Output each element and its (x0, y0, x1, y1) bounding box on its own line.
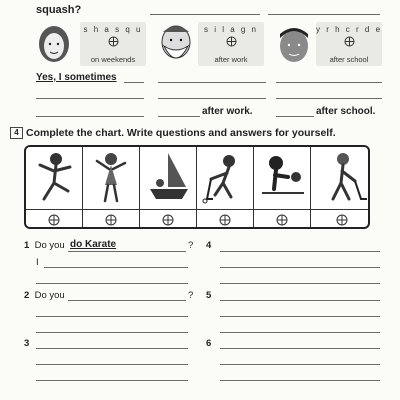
chart-symbol-cell (83, 209, 140, 229)
chart-picture-cell (311, 147, 370, 209)
word-card (80, 22, 146, 66)
answer-line (36, 332, 188, 333)
crossed-circle-icon (105, 214, 117, 226)
answer-line (220, 267, 380, 268)
task-number: 4 (10, 127, 23, 139)
question-end: squash? (36, 4, 82, 16)
chart-picture-cell (83, 147, 140, 209)
answer-line (220, 348, 380, 349)
answer-line (220, 332, 380, 333)
answer-ending: after work. (202, 106, 253, 117)
card-caption: after work (214, 55, 248, 64)
crossed-circle-icon (108, 36, 119, 47)
crossed-circle-icon (226, 36, 237, 47)
question-number: 5 (206, 290, 212, 301)
word-card (316, 22, 382, 66)
chart-picture-cell (26, 147, 83, 209)
question-mark: ? (188, 290, 194, 301)
answer-line (220, 251, 380, 252)
field-hockey-icon (311, 147, 370, 209)
activity-chart (24, 145, 370, 229)
chart-picture-cell (197, 147, 254, 209)
chart-symbol-cell (311, 209, 370, 229)
task-heading (10, 127, 336, 139)
card-caption: on weekends (90, 55, 136, 64)
question-2-label (24, 290, 65, 301)
karate-icon (26, 147, 83, 209)
crossed-circle-icon (219, 214, 231, 226)
question-number: 6 (206, 338, 212, 349)
question-number: 1 (24, 240, 30, 251)
answer-line (220, 380, 380, 381)
chart-symbol-cell (254, 209, 311, 229)
answer-line (44, 267, 188, 268)
question-1-label (24, 240, 65, 251)
scrambled-letters: s i l a g n (203, 25, 258, 34)
dancing-icon (83, 147, 140, 209)
answer-line (36, 380, 188, 381)
old-man-face-icon (158, 22, 194, 66)
answer-line (124, 82, 144, 83)
card-caption: after school (329, 55, 369, 64)
scrambled-letters: y r h c r d e (316, 25, 383, 34)
question-prefix: Do you (34, 290, 65, 301)
word-card (198, 22, 264, 66)
answer-start: I (36, 257, 39, 268)
sailing-icon (140, 147, 197, 209)
answer-line (220, 364, 380, 365)
answer-line (68, 300, 186, 301)
crossed-circle-icon (344, 36, 355, 47)
crossed-circle-icon (276, 214, 288, 226)
question-number: 2 (24, 290, 30, 301)
ping-pong-icon (254, 147, 311, 209)
crossed-circle-icon (48, 214, 60, 226)
question-4-label (206, 240, 211, 251)
hockey-icon (197, 147, 254, 209)
chart-symbol-cell (197, 209, 254, 229)
answer-line (150, 14, 260, 15)
chart-symbol-cell (140, 209, 197, 229)
answer-ending: after school. (316, 106, 376, 117)
chart-picture-cell (140, 147, 197, 209)
task-instruction: Complete the chart. Write questions and answers for yourself. (26, 127, 336, 139)
answer-line (36, 283, 188, 284)
question-prefix: Do you (34, 240, 65, 251)
answer-line (36, 364, 188, 365)
answer-line (276, 82, 382, 83)
answer-line (220, 316, 380, 317)
question-number: 4 (206, 240, 212, 251)
answer-line (36, 116, 144, 117)
answer-line (268, 14, 380, 15)
boy-face-icon (276, 22, 312, 66)
question-3-label (24, 338, 29, 349)
answer-line (158, 116, 200, 117)
question-number: 3 (24, 338, 30, 349)
answer-line (68, 251, 186, 252)
chart-picture-cell (254, 147, 311, 209)
answer-line (158, 82, 266, 83)
answer-line (276, 98, 382, 99)
answer-line (220, 283, 380, 284)
answer-line (36, 98, 144, 99)
question-5-label (206, 290, 211, 301)
woman-face-icon (36, 22, 72, 66)
answer-line (158, 98, 266, 99)
example-answer: Yes, I sometimes (36, 72, 117, 83)
example-activity: do Karate (70, 239, 117, 250)
answer-line (36, 316, 188, 317)
scrambled-letters: s h a s q u (83, 25, 143, 34)
question-mark: ? (188, 240, 194, 251)
answer-line (276, 116, 314, 117)
question-6-label (206, 338, 211, 349)
answer-line (36, 348, 188, 349)
crossed-circle-icon (162, 214, 174, 226)
chart-symbol-cell (26, 209, 83, 229)
crossed-circle-icon (336, 214, 348, 226)
answer-line (220, 300, 380, 301)
